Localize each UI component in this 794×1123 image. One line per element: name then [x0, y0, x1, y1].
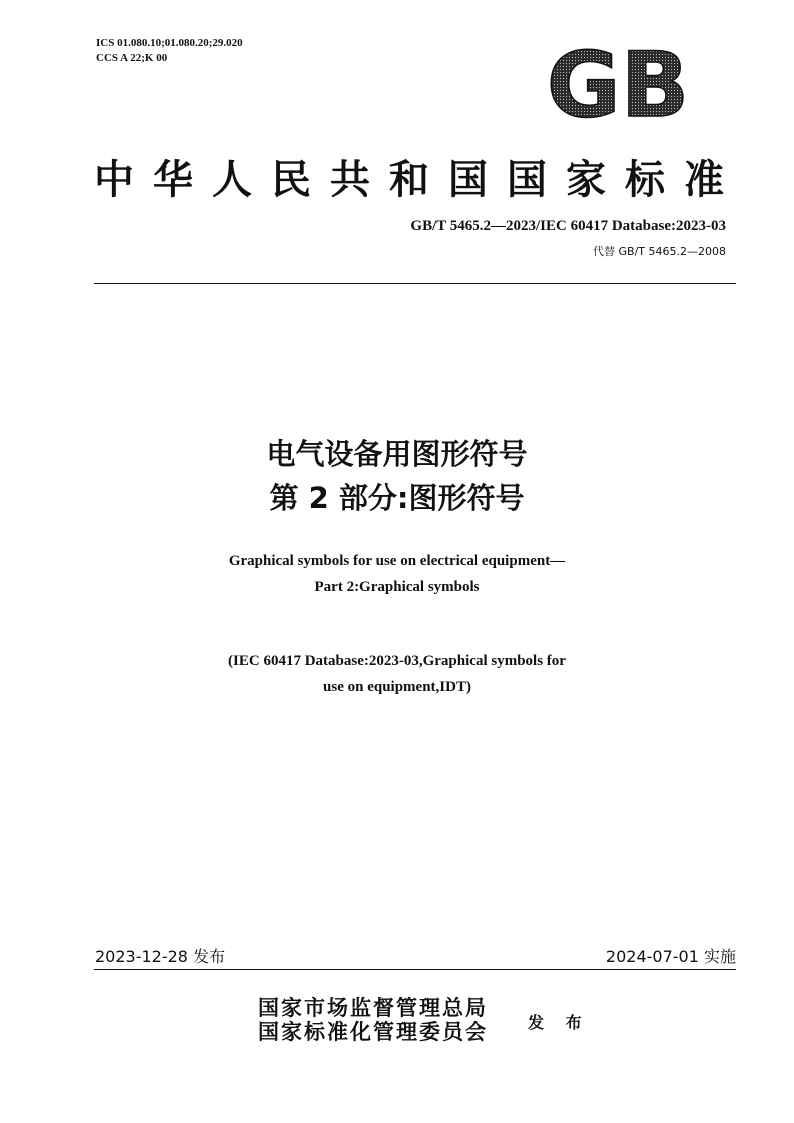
- replaces-standard: 代替 GB/T 5465.2—2008: [593, 245, 726, 258]
- issuer-samr: 国家市场监督管理总局: [258, 995, 488, 1020]
- english-title-line2: Part 2:Graphical symbols: [314, 579, 480, 595]
- standard-number: GB/T 5465.2—2023/IEC 60417 Database:2023-03: [410, 218, 726, 234]
- adoption-note-line1: (IEC 60417 Database:2023-03,Graphical symbols for: [228, 653, 566, 669]
- chinese-title-line1: 电气设备用图形符号: [266, 437, 528, 471]
- english-title: [0, 548, 794, 600]
- adoption-note-line2: use on equipment,IDT): [323, 679, 471, 695]
- chinese-title-line2: 第 2 部分:图形符号: [269, 481, 525, 515]
- english-title-line1: Graphical symbols for use on electrical equipment—: [228, 553, 566, 569]
- issue-date: 2023-12-28 发布: [95, 947, 226, 966]
- header-divider: [94, 283, 736, 284]
- implementation-date: 2024-07-01 实施: [605, 947, 736, 966]
- classification-codes: [96, 36, 243, 66]
- ccs-code: CCS A 22;K 00: [96, 52, 168, 64]
- issuing-authorities: [258, 996, 488, 1044]
- ics-code: ICS 01.080.10;01.080.20;29.020: [96, 37, 243, 49]
- gb-logo-text: GB: [546, 44, 690, 128]
- issuer-sac: 国家标准化管理委员会: [258, 1019, 488, 1044]
- adoption-note: [0, 648, 794, 700]
- national-standard-title: 中华人民共和国国家标准: [94, 156, 743, 203]
- publish-label: 发 布: [528, 1013, 590, 1032]
- footer-divider: [94, 969, 736, 970]
- gb-logo: [538, 44, 698, 128]
